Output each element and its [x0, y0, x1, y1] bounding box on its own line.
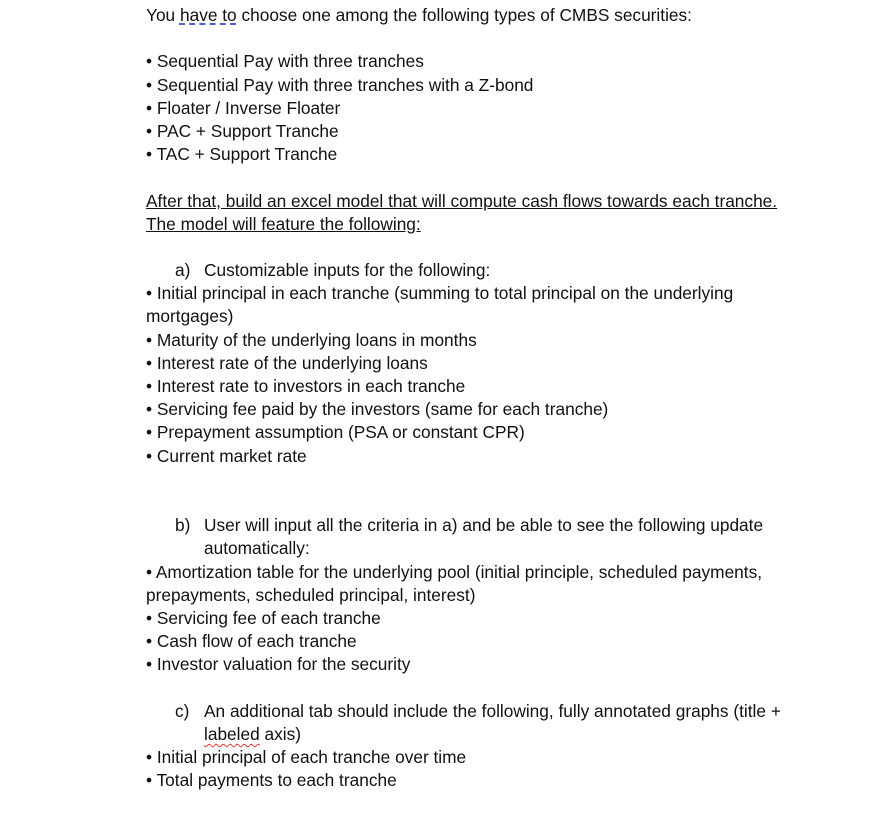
section-b-list: [146, 561, 806, 677]
section-c-title-start: An additional tab should include the following, fully annotated graphs (title +: [204, 700, 781, 721]
list-item: • Total payments to each tranche: [146, 770, 397, 791]
section-c-heading: [146, 700, 806, 746]
list-item: • Interest rate of the underlying loans: [146, 352, 428, 373]
list-item: • TAC + Support Tranche: [146, 144, 338, 165]
section-a-list: [146, 282, 806, 468]
list-item: • Initial principal in each tranche (summing to total principal on the underlying mortgages): [146, 283, 734, 327]
blank-line: [146, 236, 806, 259]
section-c-title: [204, 700, 806, 746]
list-item: • PAC + Support Tranche: [146, 120, 339, 141]
document-page: [146, 4, 806, 793]
section-c-list: [146, 746, 806, 792]
section-b-label: b): [175, 515, 191, 536]
list-item: • Cash flow of each tranche: [146, 631, 357, 652]
blank-line: [146, 677, 806, 700]
blank-line: [146, 27, 806, 50]
list-item: • Servicing fee paid by the investors (same for each tranche): [146, 399, 609, 420]
intro-text-end: choose one among the following types of CMBS securities:: [236, 5, 692, 25]
intro-text-start: You: [146, 5, 180, 25]
spelling-flagged-word[interactable]: labeled: [204, 723, 260, 744]
list-item: • Current market rate: [146, 445, 307, 466]
list-item: • Sequential Pay with three tranches: [146, 51, 424, 72]
list-item: • Maturity of the underlying loans in months: [146, 329, 477, 350]
section-c-title-end: axis): [259, 723, 302, 744]
list-item: • Amortization table for the underlying pool (initial principle, scheduled payments, prepayments, scheduled principal, interest): [146, 561, 763, 605]
list-item: • Interest rate to investors in each tranche: [146, 376, 466, 397]
list-item: • Prepayment assumption (PSA or constant CPR): [146, 422, 525, 443]
blank-line: [146, 166, 806, 189]
list-item: • Sequential Pay with three tranches with a Z-bond: [146, 74, 534, 95]
build-heading-line-1: After that, build an excel model that will compute cash flows towards each tranche.: [146, 190, 778, 211]
intro-line: [146, 4, 806, 27]
list-item: • Initial principal of each tranche over time: [146, 747, 467, 768]
list-item: • Servicing fee of each tranche: [146, 608, 381, 628]
section-a-title: Customizable inputs for the following:: [204, 260, 491, 281]
list-item: • Investor valuation for the security: [146, 654, 411, 675]
build-heading-line-2: The model will feature the following:: [146, 213, 421, 234]
section-b-heading: [146, 514, 806, 560]
list-item: • Floater / Inverse Floater: [146, 97, 341, 118]
section-b-title: User will input all the criteria in a) and be able to see the following update automatically:: [204, 515, 764, 559]
blank-lines: [146, 468, 806, 514]
section-a-heading: [146, 259, 806, 282]
security-types-list: [146, 50, 806, 166]
section-a-label: a): [175, 260, 191, 281]
grammar-flagged-phrase[interactable]: have to: [179, 5, 237, 25]
section-c-label: c): [175, 700, 190, 721]
